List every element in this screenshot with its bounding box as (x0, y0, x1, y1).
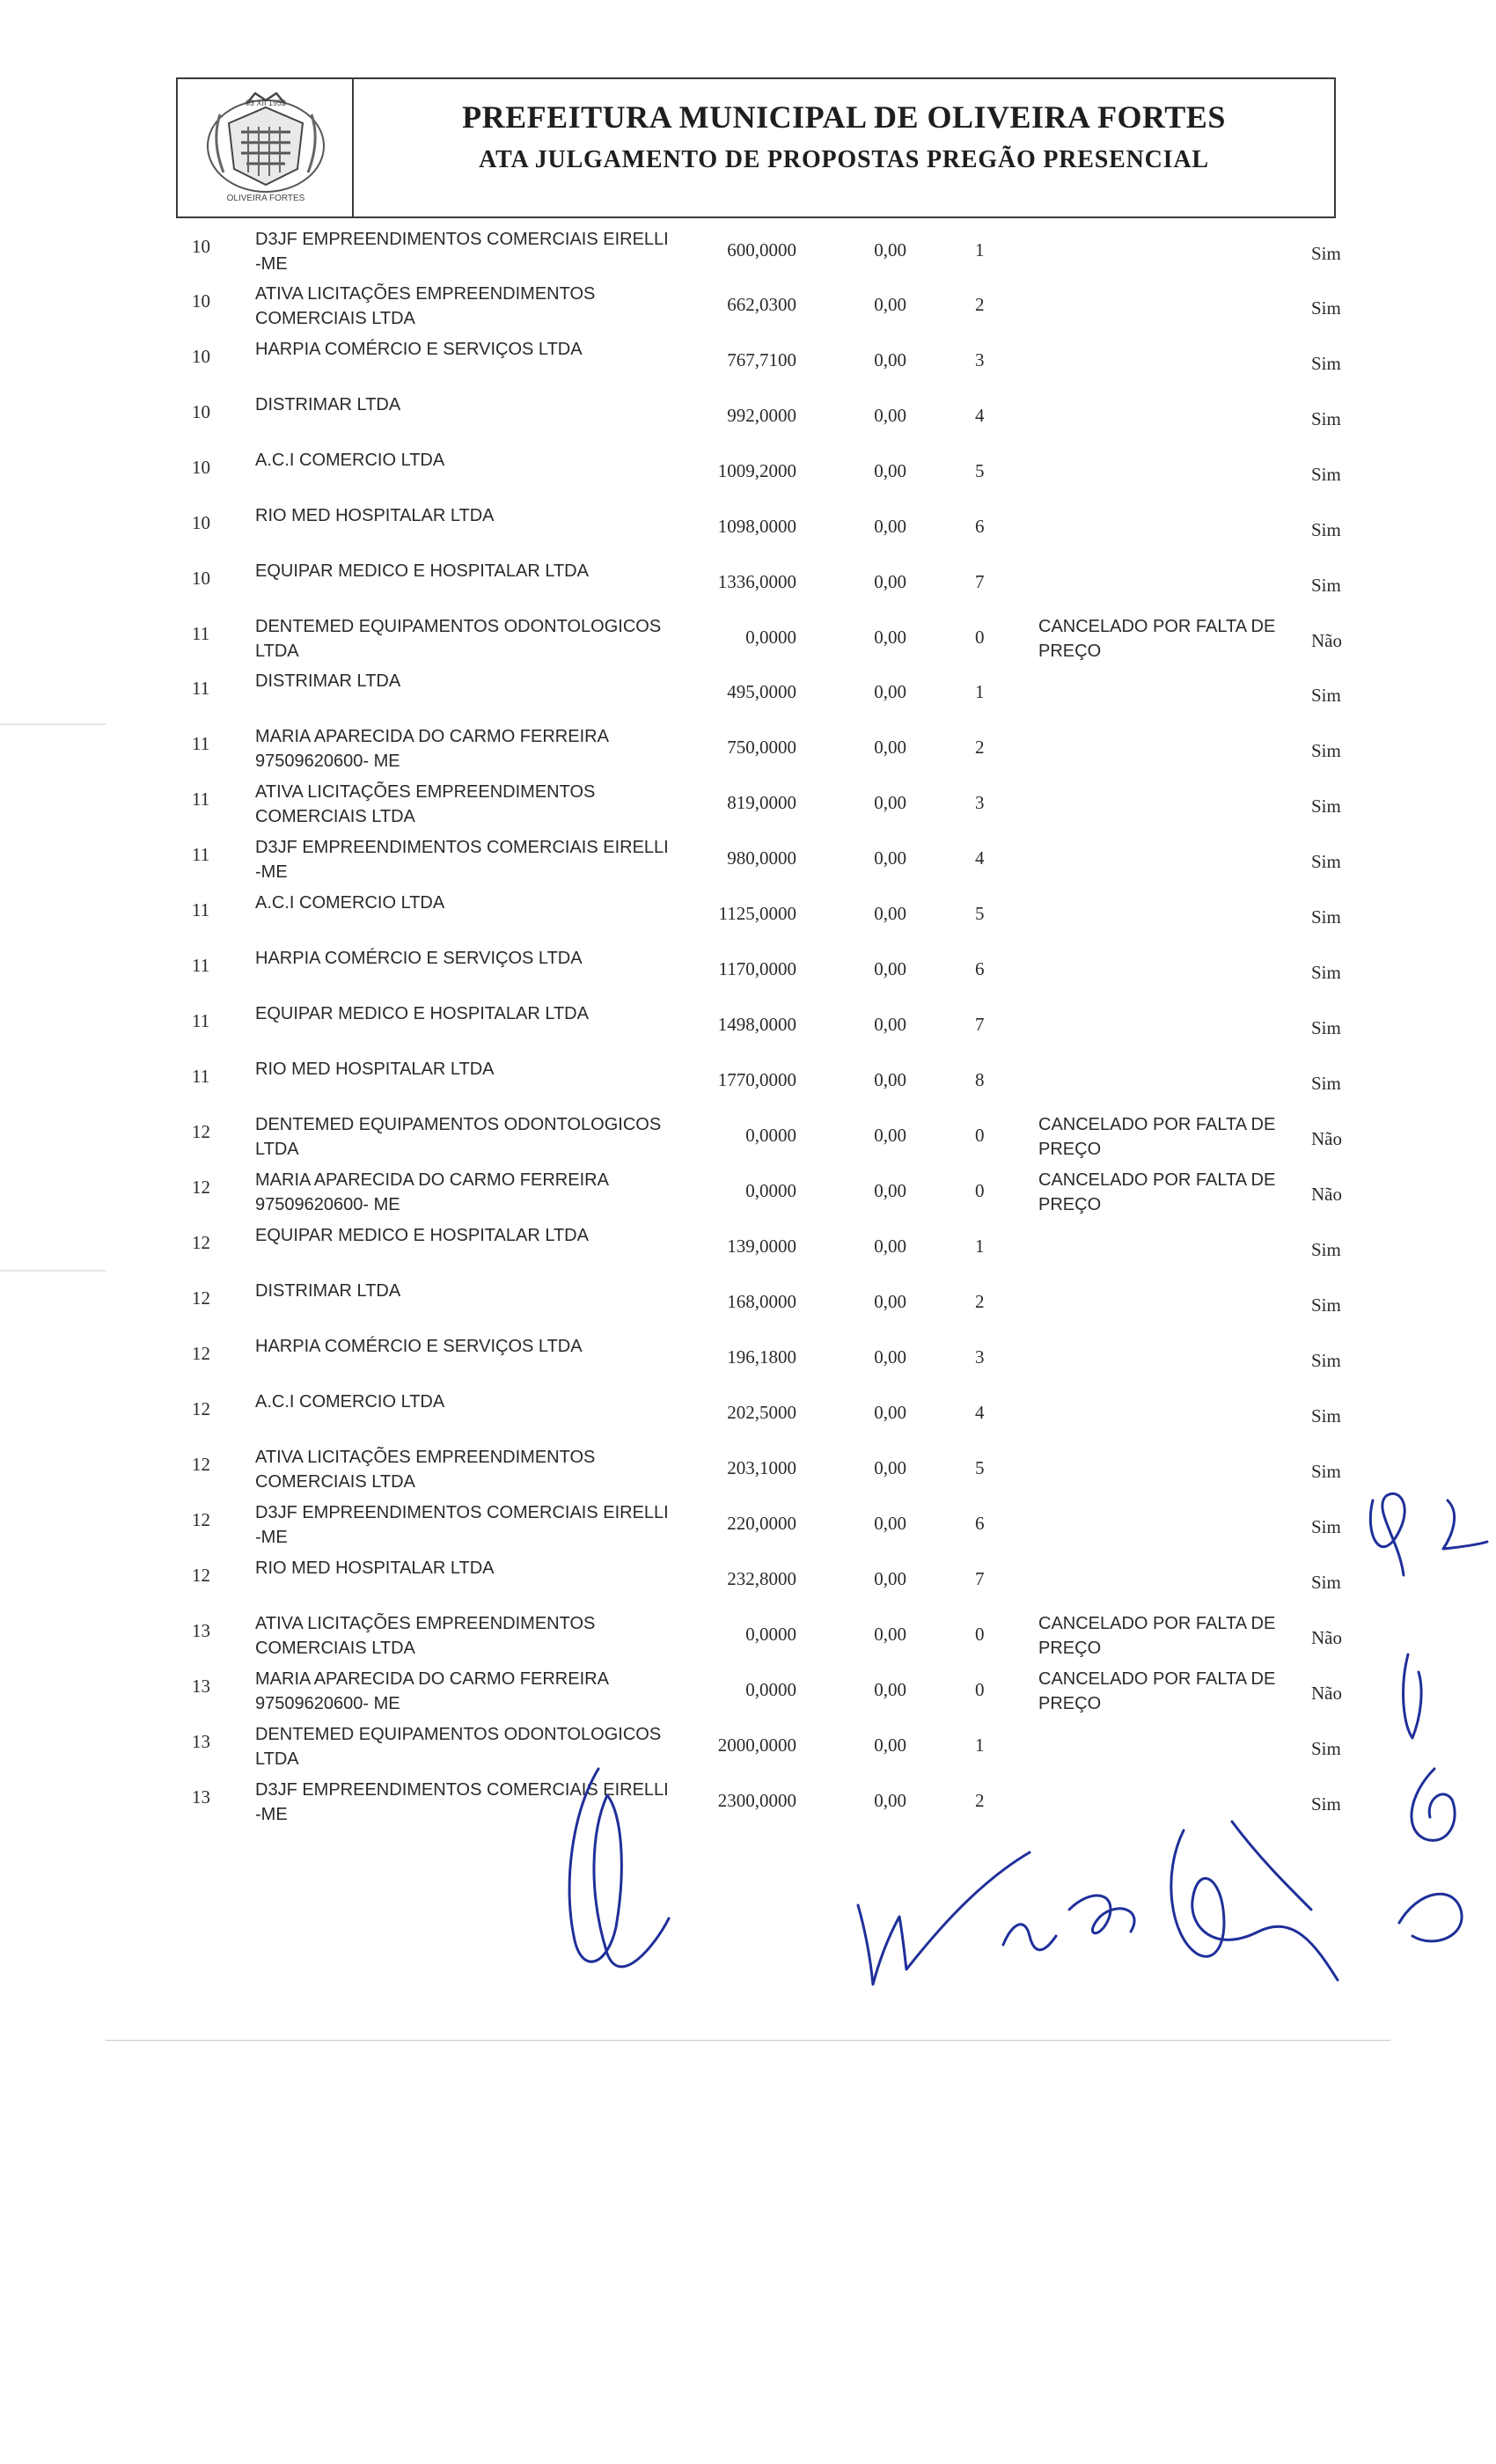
item-number: 12 (192, 1232, 210, 1253)
classified-flag: Sim (1311, 297, 1341, 319)
item-number: 10 (192, 457, 210, 478)
table-row (0, 1776, 1496, 1829)
proposal-value: 980,0000 (727, 847, 796, 869)
table-row (0, 1332, 1496, 1385)
classified-flag: Não (1311, 1627, 1342, 1648)
ranking: 3 (975, 349, 985, 370)
table-row (0, 1720, 1496, 1773)
company-name: A.C.I COMERCIO LTDA (255, 1392, 445, 1412)
table-row (0, 502, 1496, 554)
company-name: D3JF EMPREENDIMENTOS COMERCIAIS EIRELLI -ME (255, 230, 669, 274)
proposal-value: 662,0300 (727, 294, 796, 315)
classified-flag: Sim (1311, 962, 1341, 983)
item-number: 12 (192, 1343, 210, 1364)
signature-6 (1232, 1822, 1311, 1910)
ranking: 2 (975, 1790, 985, 1811)
ranking: 7 (975, 1014, 985, 1035)
proposal-value: 1125,0000 (718, 903, 796, 924)
discount-value: 0,00 (874, 792, 906, 813)
item-number: 13 (192, 1786, 210, 1808)
table-row (0, 1554, 1496, 1607)
ranking: 6 (975, 958, 985, 979)
company-name: ATIVA LICITAÇÕES EMPREENDIMENTOS COMERCIAIS LTDA (255, 284, 596, 328)
item-number: 13 (192, 1676, 210, 1697)
classified-flag: Não (1311, 1128, 1342, 1149)
status-note: CANCELADO POR FALTA DE PREÇO (1038, 1170, 1276, 1214)
proposal-value: 992,0000 (727, 405, 796, 426)
item-number: 10 (192, 401, 210, 422)
status-note: CANCELADO POR FALTA DE PREÇO (1038, 1115, 1276, 1159)
ranking: 5 (975, 460, 985, 481)
classified-flag: Sim (1311, 1294, 1341, 1316)
company-name: ATIVA LICITAÇÕES EMPREENDIMENTOS COMERCIAIS LTDA (255, 782, 596, 826)
ranking: 6 (975, 1513, 985, 1534)
proposal-value: 202,5000 (727, 1402, 796, 1423)
item-number: 11 (192, 678, 210, 699)
discount-value: 0,00 (874, 294, 906, 315)
ranking: 5 (975, 1457, 985, 1478)
proposal-value: 232,8000 (727, 1568, 796, 1589)
ranking: 5 (975, 903, 985, 924)
company-name: DISTRIMAR LTDA (255, 671, 401, 691)
table-row (0, 1499, 1496, 1551)
item-number: 10 (192, 512, 210, 533)
item-number: 10 (192, 568, 210, 589)
classified-flag: Sim (1311, 519, 1341, 540)
proposal-value: 1170,0000 (718, 958, 796, 979)
table-row (0, 1221, 1496, 1274)
table-row (0, 335, 1496, 388)
discount-value: 0,00 (874, 847, 906, 869)
table-row (0, 722, 1496, 775)
signature-3 (1003, 1925, 1056, 1950)
ranking: 4 (975, 1402, 985, 1423)
proposal-value: 1498,0000 (717, 1014, 796, 1035)
proposal-value: 168,0000 (727, 1291, 796, 1312)
status-note: CANCELADO POR FALTA DE PREÇO (1038, 1669, 1276, 1713)
item-number: 13 (192, 1731, 210, 1752)
proposal-value: 1770,0000 (717, 1069, 796, 1090)
status-note: CANCELADO POR FALTA DE PREÇO (1038, 617, 1276, 661)
item-number: 12 (192, 1509, 210, 1530)
company-name: A.C.I COMERCIO LTDA (255, 893, 445, 913)
classified-flag: Sim (1311, 1017, 1341, 1038)
ranking: 0 (975, 1624, 985, 1645)
classified-flag: Sim (1311, 1516, 1341, 1537)
ranking: 6 (975, 516, 985, 537)
discount-value: 0,00 (874, 516, 906, 537)
company-name: A.C.I COMERCIO LTDA (255, 451, 445, 470)
coat-of-arms-icon (194, 88, 338, 208)
item-number: 11 (192, 788, 210, 810)
classified-flag: Sim (1311, 1350, 1341, 1371)
seal-text-top: 03 XII 1953 (245, 99, 287, 107)
discount-value: 0,00 (874, 1069, 906, 1090)
proposal-value: 0,0000 (745, 1125, 796, 1146)
table-row (0, 1388, 1496, 1441)
company-name: DENTEMED EQUIPAMENTOS ODONTOLOGICOS LTDA (255, 1725, 662, 1769)
table-row (0, 280, 1496, 333)
company-name: RIO MED HOSPITALAR LTDA (255, 1558, 495, 1578)
discount-value: 0,00 (874, 903, 906, 924)
discount-value: 0,00 (874, 958, 906, 979)
scan-mark (0, 723, 106, 725)
proposal-value: 203,1000 (727, 1457, 796, 1478)
table-row (0, 1443, 1496, 1496)
item-number: 11 (192, 1066, 210, 1087)
table-row (0, 1277, 1496, 1330)
classified-flag: Sim (1311, 1572, 1341, 1593)
classified-flag: Sim (1311, 464, 1341, 485)
signature-4 (1069, 1896, 1134, 1933)
item-number: 11 (192, 844, 210, 865)
signature-11 (1399, 1894, 1462, 1941)
item-number: 12 (192, 1177, 210, 1198)
proposal-value: 220,0000 (727, 1513, 796, 1534)
company-name: DENTEMED EQUIPAMENTOS ODONTOLOGICOS LTDA (255, 617, 662, 661)
classified-flag: Sim (1311, 243, 1341, 264)
classified-flag: Sim (1311, 685, 1341, 706)
item-number: 11 (192, 955, 210, 976)
discount-value: 0,00 (874, 1291, 906, 1312)
classified-flag: Sim (1311, 1461, 1341, 1482)
ranking: 7 (975, 1568, 985, 1589)
ranking: 1 (975, 681, 985, 702)
proposal-value: 1009,2000 (717, 460, 796, 481)
item-number: 11 (192, 623, 210, 644)
discount-value: 0,00 (874, 1734, 906, 1756)
proposal-value: 196,1800 (727, 1346, 796, 1368)
discount-value: 0,00 (874, 681, 906, 702)
table-row (0, 1111, 1496, 1163)
item-number: 12 (192, 1565, 210, 1586)
classified-flag: Sim (1311, 353, 1341, 374)
table-row (0, 778, 1496, 831)
discount-value: 0,00 (874, 1346, 906, 1368)
status-note: CANCELADO POR FALTA DE PREÇO (1038, 1614, 1276, 1658)
company-name: RIO MED HOSPITALAR LTDA (255, 1060, 495, 1079)
proposal-value: 0,0000 (745, 1180, 796, 1201)
classified-flag: Sim (1311, 575, 1341, 596)
page-edge-rule (106, 2040, 1390, 2041)
scan-mark (0, 1270, 106, 1272)
company-name: DENTEMED EQUIPAMENTOS ODONTOLOGICOS LTDA (255, 1115, 662, 1159)
table-row (0, 446, 1496, 499)
discount-value: 0,00 (874, 1624, 906, 1645)
municipal-seal (178, 79, 354, 216)
table-row (0, 833, 1496, 886)
ranking: 0 (975, 1180, 985, 1201)
classified-flag: Sim (1311, 740, 1341, 761)
item-number: 12 (192, 1398, 210, 1419)
item-number: 11 (192, 733, 210, 754)
classified-flag: Não (1311, 630, 1342, 651)
table-row (0, 1055, 1496, 1108)
table-row (0, 391, 1496, 444)
discount-value: 0,00 (874, 460, 906, 481)
company-name: MARIA APARECIDA DO CARMO FERREIRA 97509620600- ME (255, 1669, 608, 1713)
signature-2 (858, 1852, 1030, 1984)
table-row (0, 612, 1496, 665)
classified-flag: Sim (1311, 1738, 1341, 1759)
ranking: 7 (975, 571, 985, 592)
ranking: 1 (975, 1734, 985, 1756)
ranking: 3 (975, 792, 985, 813)
company-name: EQUIPAR MEDICO E HOSPITALAR LTDA (255, 1226, 589, 1245)
item-number: 13 (192, 1620, 210, 1641)
proposal-value: 0,0000 (745, 627, 796, 648)
discount-value: 0,00 (874, 1457, 906, 1478)
discount-value: 0,00 (874, 239, 906, 260)
company-name: ATIVA LICITAÇÕES EMPREENDIMENTOS COMERCIAIS LTDA (255, 1448, 596, 1492)
ranking: 0 (975, 627, 985, 648)
table-row (0, 1610, 1496, 1662)
classified-flag: Sim (1311, 1073, 1341, 1094)
table-row (0, 1665, 1496, 1718)
ranking: 1 (975, 1236, 985, 1257)
ranking: 2 (975, 1291, 985, 1312)
discount-value: 0,00 (874, 1790, 906, 1811)
classified-flag: Não (1311, 1184, 1342, 1205)
company-name: EQUIPAR MEDICO E HOSPITALAR LTDA (255, 561, 589, 581)
ranking: 2 (975, 294, 985, 315)
discount-value: 0,00 (874, 1125, 906, 1146)
company-name: D3JF EMPREENDIMENTOS COMERCIAIS EIRELLI -ME (255, 1503, 669, 1547)
ranking: 2 (975, 737, 985, 758)
proposal-value: 0,0000 (745, 1624, 796, 1645)
proposal-value: 767,7100 (727, 349, 796, 370)
proposal-value: 600,0000 (727, 239, 796, 260)
table-row (0, 225, 1496, 278)
company-name: HARPIA COMÉRCIO E SERVIÇOS LTDA (255, 949, 583, 968)
ranking: 8 (975, 1069, 985, 1090)
ranking: 4 (975, 405, 985, 426)
company-name: DISTRIMAR LTDA (255, 1281, 401, 1301)
table-row (0, 557, 1496, 610)
discount-value: 0,00 (874, 1568, 906, 1589)
classified-flag: Sim (1311, 906, 1341, 928)
document-header (176, 77, 1336, 218)
company-name: RIO MED HOSPITALAR LTDA (255, 506, 495, 525)
proposal-value: 819,0000 (727, 792, 796, 813)
item-number: 11 (192, 1010, 210, 1031)
company-name: HARPIA COMÉRCIO E SERVIÇOS LTDA (255, 340, 583, 359)
company-name: EQUIPAR MEDICO E HOSPITALAR LTDA (255, 1004, 589, 1023)
classified-flag: Sim (1311, 1793, 1341, 1815)
ranking: 0 (975, 1679, 985, 1700)
classified-flag: Sim (1311, 408, 1341, 429)
company-name: D3JF EMPREENDIMENTOS COMERCIAIS EIRELLI -ME (255, 838, 669, 882)
seal-text-bottom: OLIVEIRA FORTES (226, 194, 305, 203)
item-number: 12 (192, 1121, 210, 1142)
ranking: 4 (975, 847, 985, 869)
classified-flag: Não (1311, 1683, 1342, 1704)
proposal-value: 750,0000 (727, 737, 796, 758)
discount-value: 0,00 (874, 1513, 906, 1534)
proposal-value: 2300,0000 (717, 1790, 796, 1811)
item-number: 12 (192, 1287, 210, 1309)
ranking: 3 (975, 1346, 985, 1368)
discount-value: 0,00 (874, 1236, 906, 1257)
page-subtitle: ATA JULGAMENTO DE PROPOSTAS PREGÃO PRESENCIAL (479, 146, 1209, 173)
table-row (0, 1000, 1496, 1052)
company-name: DISTRIMAR LTDA (255, 395, 401, 414)
signature-5 (1171, 1830, 1338, 1980)
item-number: 10 (192, 346, 210, 367)
proposal-value: 2000,0000 (717, 1734, 796, 1756)
company-name: MARIA APARECIDA DO CARMO FERREIRA 97509620600- ME (255, 727, 608, 771)
table-row (0, 944, 1496, 997)
company-name: MARIA APARECIDA DO CARMO FERREIRA 97509620600- ME (255, 1170, 608, 1214)
classified-flag: Sim (1311, 796, 1341, 817)
table-row (0, 1166, 1496, 1219)
item-number: 10 (192, 236, 210, 257)
proposal-value: 1098,0000 (717, 516, 796, 537)
discount-value: 0,00 (874, 737, 906, 758)
classified-flag: Sim (1311, 851, 1341, 872)
item-number: 10 (192, 290, 210, 312)
discount-value: 0,00 (874, 571, 906, 592)
company-name: HARPIA COMÉRCIO E SERVIÇOS LTDA (255, 1337, 583, 1356)
page-title: PREFEITURA MUNICIPAL DE OLIVEIRA FORTES (462, 99, 1226, 135)
discount-value: 0,00 (874, 1402, 906, 1423)
proposal-value: 495,0000 (727, 681, 796, 702)
proposal-value: 0,0000 (745, 1679, 796, 1700)
company-name: D3JF EMPREENDIMENTOS COMERCIAIS EIRELLI -ME (255, 1780, 669, 1824)
classified-flag: Sim (1311, 1239, 1341, 1260)
ranking: 1 (975, 239, 985, 260)
table-row (0, 889, 1496, 942)
item-number: 12 (192, 1454, 210, 1475)
company-name: ATIVA LICITAÇÕES EMPREENDIMENTOS COMERCIAIS LTDA (255, 1614, 596, 1658)
ranking: 0 (975, 1125, 985, 1146)
proposal-value: 1336,0000 (717, 571, 796, 592)
discount-value: 0,00 (874, 1679, 906, 1700)
discount-value: 0,00 (874, 627, 906, 648)
table-row (0, 667, 1496, 720)
classified-flag: Sim (1311, 1405, 1341, 1426)
discount-value: 0,00 (874, 349, 906, 370)
discount-value: 0,00 (874, 1180, 906, 1201)
proposal-value: 139,0000 (727, 1236, 796, 1257)
discount-value: 0,00 (874, 405, 906, 426)
discount-value: 0,00 (874, 1014, 906, 1035)
item-number: 11 (192, 899, 210, 920)
